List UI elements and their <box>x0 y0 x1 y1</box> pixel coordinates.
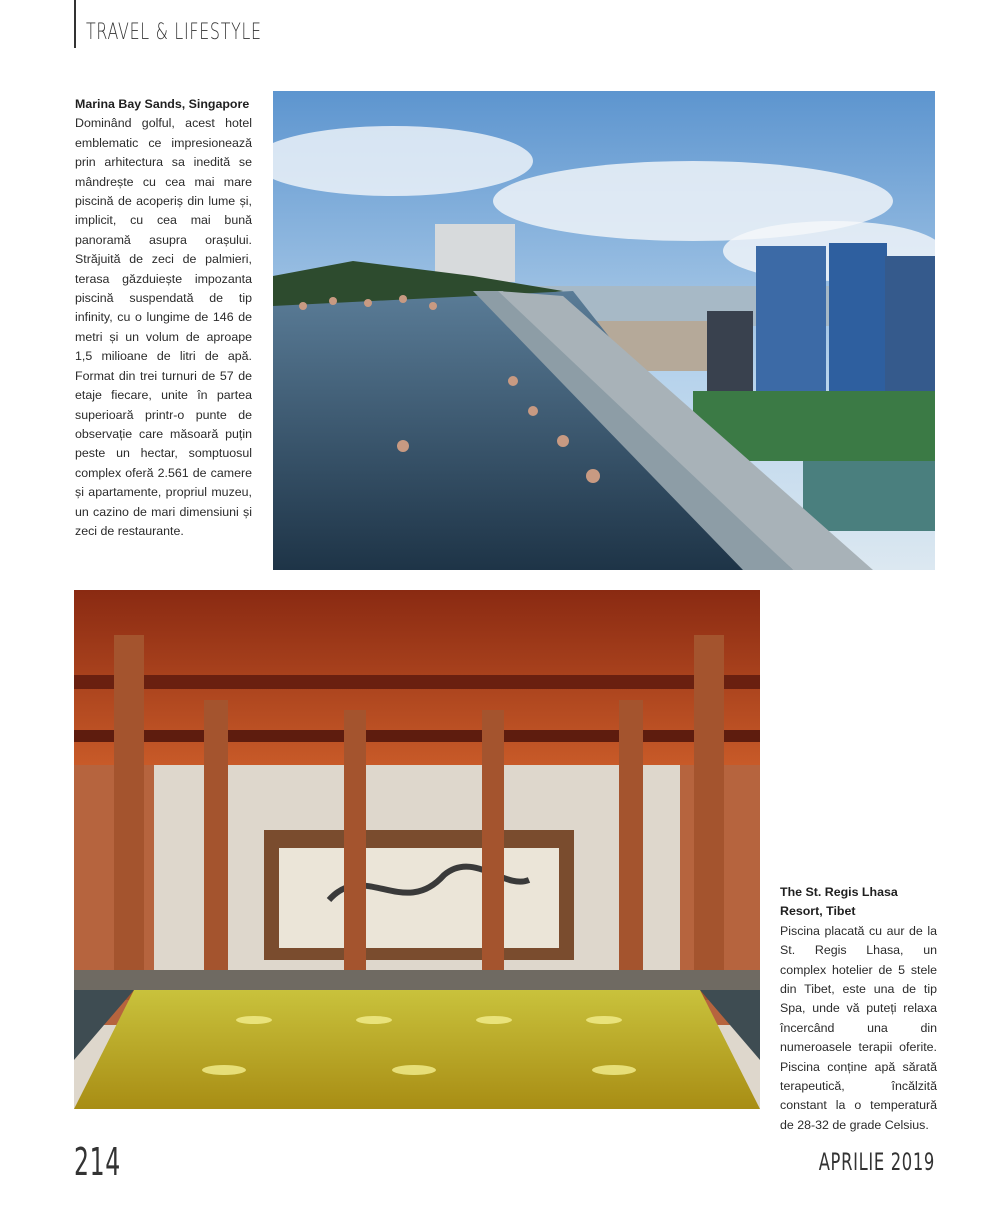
article-title: Marina Bay Sands, Singapore <box>75 97 250 111</box>
article-st-regis <box>780 883 937 1135</box>
issue-date: APRILIE 2019 <box>818 1148 935 1176</box>
article-body: Piscina placată cu aur de la St. Regis Lhasa, un complex hotelier de 5 stele din Tibet, este una de tip Spa, unde vă puteți relaxa încercând una din numeroasele terapii oferite. Piscina conține apă sărată terapeutică, încălzită constant la o temperatură de 28-32 de grade Celsius. <box>780 923 937 1132</box>
st-regis-pool-photo <box>74 590 760 1109</box>
article-marina-bay <box>75 95 252 541</box>
marina-bay-pool-photo <box>273 91 935 570</box>
article-title: The St. Regis Lhasa Resort, Tibet <box>780 885 898 919</box>
section-title: TRAVEL & LIFESTYLE <box>86 20 262 45</box>
page-number: 214 <box>74 1140 121 1184</box>
header-rule <box>74 0 76 48</box>
article-body: Dominând golful, acest hotel emblematic ce impresionează prin arhitectura sa inedită se mândrește cu cea mai mare piscină de acoperiș din lume și, implicit, cu cea mai bună panoramă asupra orașului. Străjuită de zeci de palmieri, terasa găzduiește impozanta piscină suspendată de tip infinity, cu o lungime de 146 de metri și un volum de aproape 1,5 milioane de litri de apă. Format din trei turnuri de 57 de etaje fiecare, unite în partea superioară printr-o punte de observație care măsoară puțin peste un hectar, somptuosul complex oferă 2.561 de camere și apartamente, propriul muzeu, un cazino de mari dimensiuni și zeci de restaurante. <box>75 116 252 538</box>
